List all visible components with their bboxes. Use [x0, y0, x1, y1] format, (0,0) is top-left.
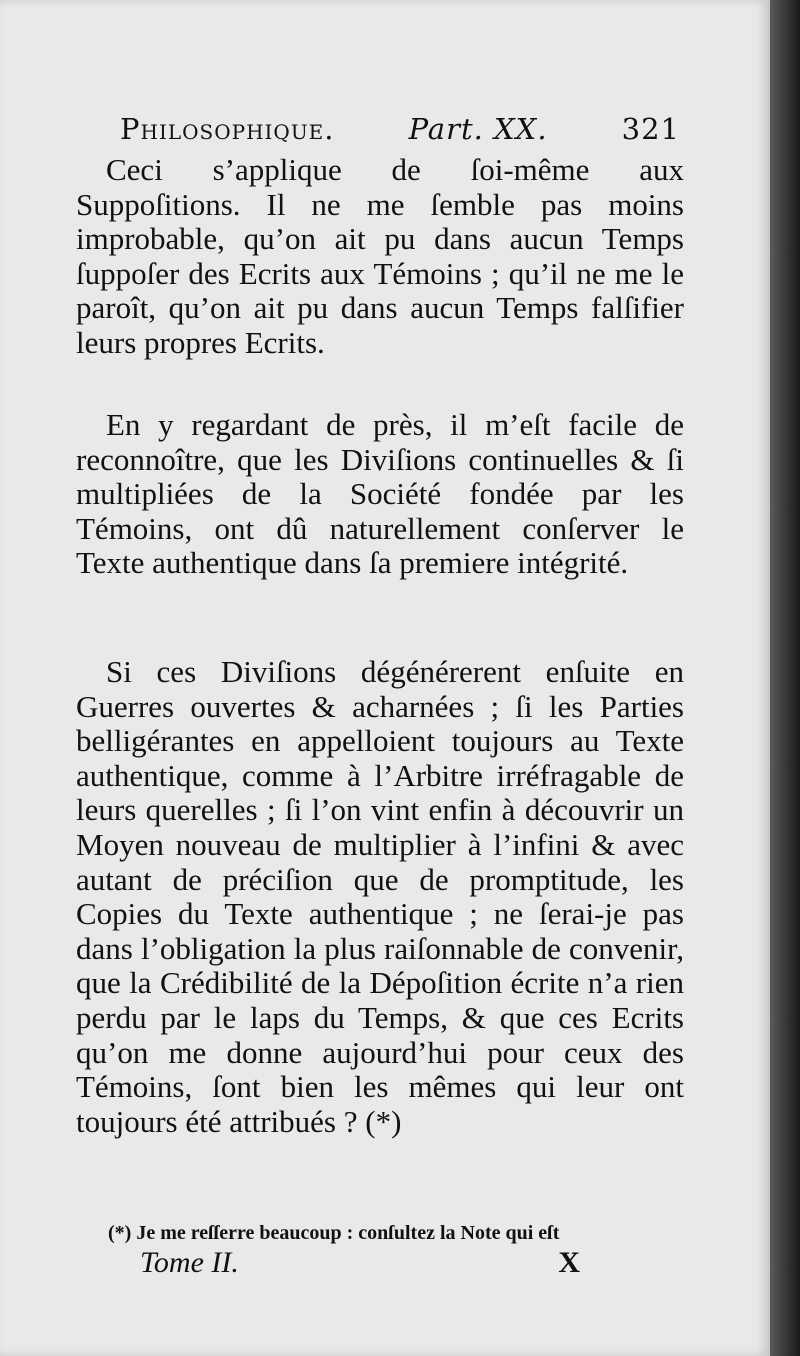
footnote: (*) Je me reſſerre beaucoup : conſultez la Note qui eſt [108, 1222, 560, 1244]
paragraph-1: Ceci s’applique de ſoi-même aux Suppoſitions. Il ne me ſemble pas moins improbable, qu’on ait pu dans aucun Temps ſuppoſer des Ecrits aux Témoins ; qu’il ne me le paroît, qu’on ait pu dans aucun Temps falſifier leurs propres Ecrits. [76, 152, 684, 360]
paragraph-2: En y regardant de près, il m’eſt facile de reconnoître, que les Diviſions continuelles & ſi multipliées de la Société fondée par les Témoins, ont dû naturellement conſerver le Texte authentique dans ſa premiere intégrité. [76, 407, 684, 581]
paragraph-3: Si ces Diviſions dégénérerent enſuite en Guerres ouvertes & acharnées ; ſi les Parties belligérantes en appelloient toujours au Texte authentique, comme à l’Arbitre irréfragable de leurs querelles ; ſi l’on vint enfin à découvrir un Moyen nouveau de multiplier à l’infini & avec autant de préciſion que de promptitude, les Copies du Texte authentique ; ne ſerai-je pas dans l’obligation la plus raiſonnable de convenir, que la Crédibilité de la Dépoſition écrite n’a rien perdu par le laps du Temps, & que ces Ecrits qu’on me donne aujourd’hui pour ceux des Témoins, ſont bien les mêmes qui leur ont toujours été attribués ? (*) [76, 654, 684, 1139]
signature-line [140, 1246, 580, 1280]
volume-label: Tome II. [140, 1246, 239, 1279]
running-head-title: Philosophique. [120, 112, 335, 146]
page-number: 321 [621, 112, 680, 146]
signature-mark: X [558, 1246, 580, 1279]
running-head [120, 112, 680, 146]
running-head-part: Part. XX. [408, 112, 548, 146]
page-edge-shadow [770, 0, 800, 1356]
